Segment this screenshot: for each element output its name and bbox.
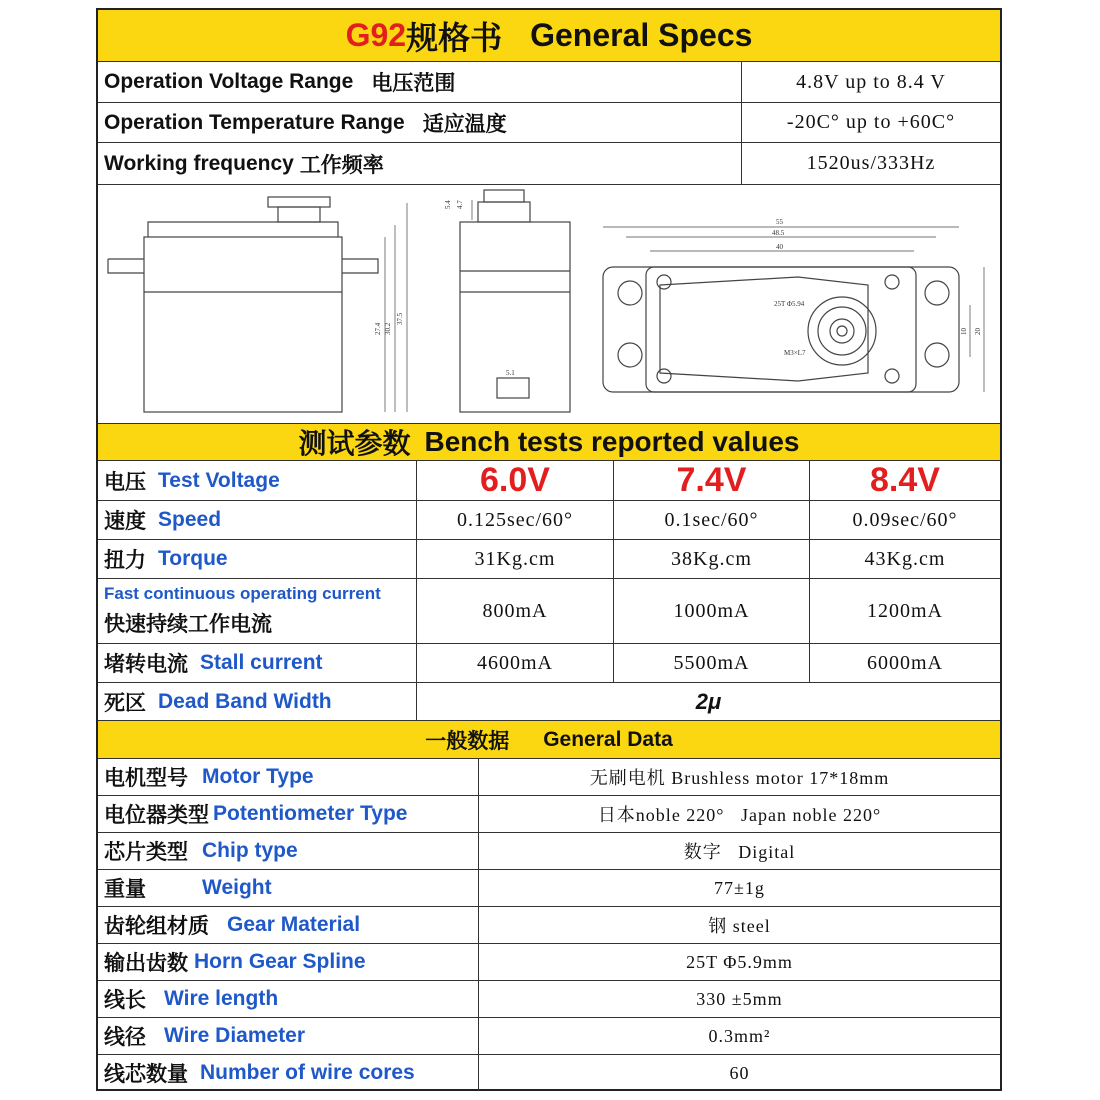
- bench-row-stall-current: [98, 644, 1000, 683]
- general-row-spline: [98, 944, 1000, 981]
- spec-title-bar: [98, 10, 1000, 62]
- bench-value: 43Kg.cm: [809, 540, 1000, 578]
- general-data-title-bar: [98, 721, 1000, 759]
- bench-value: 0.125sec/60°: [416, 501, 613, 539]
- bench-label-cn: 速度: [104, 510, 146, 533]
- bench-voltage-value: 7.4V: [613, 461, 809, 500]
- bench-value: 800mA: [416, 579, 613, 643]
- spec-value: 4.8V up to 8.4 V: [741, 62, 1000, 102]
- general-row-wire-cores: [98, 1055, 1000, 1091]
- general-row-wire-length: [98, 981, 1000, 1018]
- spec-label-en: Operation Voltage Range: [104, 70, 354, 93]
- spec-label-en: Operation Temperature Range: [104, 110, 405, 134]
- top-view: [603, 227, 984, 392]
- bench-row-speed: [98, 501, 1000, 540]
- general-label-en: Chip type: [202, 839, 298, 862]
- bench-title-cn: 测试参数: [298, 428, 411, 459]
- general-label-cn: 线径: [104, 1026, 146, 1049]
- bench-title-en: Bench tests reported values: [424, 426, 800, 457]
- dead-band-value: 2μ: [416, 683, 1000, 720]
- general-row-gear: [98, 907, 1000, 944]
- spec-row-frequency: [98, 143, 1000, 185]
- general-label-en: Number of wire cores: [200, 1061, 415, 1084]
- general-label-en: Weight: [202, 876, 272, 899]
- bench-value: 4600mA: [416, 644, 613, 682]
- title-en: General Specs: [530, 17, 753, 53]
- general-label-en: Wire length: [164, 987, 279, 1010]
- bench-value: 1200mA: [809, 579, 1000, 643]
- general-value: 0.3mm²: [478, 1018, 1000, 1054]
- general-label-en: Motor Type: [202, 765, 314, 788]
- spec-row-temperature: [98, 103, 1000, 143]
- dim-top-1: 55: [776, 218, 783, 226]
- general-data-title-en: General Data: [543, 727, 673, 751]
- general-value: 数字 Digital: [478, 833, 1000, 869]
- general-row-wire-diameter: [98, 1018, 1000, 1055]
- bench-label-cn: 堵转电流: [104, 653, 188, 676]
- dim-top-2: 48.5: [772, 229, 785, 237]
- bench-voltage-value: 8.4V: [809, 461, 1000, 500]
- bench-value: 0.1sec/60°: [613, 501, 809, 539]
- bench-row-dead-band: [98, 683, 1000, 721]
- dim-top-3: 40: [776, 243, 783, 251]
- spec-value: -20C° up to +60C°: [741, 103, 1000, 142]
- side-view: [108, 197, 407, 412]
- general-value: 无刷电机 Brushless motor 17*18mm: [478, 759, 1000, 795]
- spec-label-cn: 适应温度: [422, 112, 507, 136]
- general-row-motor: [98, 759, 1000, 796]
- spec-title: [98, 10, 1000, 61]
- front-view: [460, 190, 570, 412]
- bench-row-torque: [98, 540, 1000, 579]
- dim-screw-label: M3×L7: [784, 349, 806, 357]
- spec-label-en: Working frequency: [104, 151, 294, 175]
- bench-value: 5500mA: [613, 644, 809, 682]
- dim-side-1: 27.4: [374, 322, 382, 335]
- general-row-potentiometer: [98, 796, 1000, 833]
- general-value: 77±1g: [478, 870, 1000, 906]
- spec-row-voltage: [98, 62, 1000, 103]
- bench-label-en: Torque: [158, 547, 228, 570]
- spec-sheet: [96, 8, 1002, 1091]
- bench-value: 6000mA: [809, 644, 1000, 682]
- dim-top-5: 20: [974, 328, 982, 335]
- general-label-cn: 线长: [104, 989, 146, 1012]
- spec-value: 1520us/333Hz: [741, 143, 1000, 184]
- bench-label-en: Test Voltage: [158, 468, 280, 492]
- title-cn: 规格书: [406, 19, 503, 56]
- spec-label-cn: 电压范围: [371, 72, 456, 95]
- general-value: 330 ±5mm: [478, 981, 1000, 1017]
- dim-side-2: 30.2: [384, 322, 392, 335]
- bench-label-cn: 死区: [104, 691, 146, 715]
- general-label-cn: 线芯数量: [104, 1063, 188, 1086]
- servo-drawing: [98, 185, 1000, 422]
- bench-label-cn: 电压: [104, 470, 146, 494]
- dim-top-4: 10: [960, 328, 968, 335]
- general-data-title-cn: 一般数据: [425, 729, 510, 753]
- bench-value: 38Kg.cm: [613, 540, 809, 578]
- dim-spline-label: 25T Φ5.94: [774, 300, 805, 308]
- dim-front-2: 4.7: [456, 200, 464, 209]
- general-value: 日本noble 220° Japan noble 220°: [478, 796, 1000, 832]
- bench-value: 0.09sec/60°: [809, 501, 1000, 539]
- bench-label-en: Fast continuous operating current: [104, 584, 381, 603]
- bench-value: 31Kg.cm: [416, 540, 613, 578]
- dim-side-3: 37.5: [396, 312, 404, 325]
- bench-row-voltage: [98, 461, 1000, 501]
- bench-title-bar: [98, 424, 1000, 461]
- general-label-en: Horn Gear Spline: [194, 950, 366, 973]
- general-label-cn: 电机型号: [104, 767, 188, 790]
- general-row-weight: [98, 870, 1000, 907]
- general-value: 60: [478, 1055, 1000, 1091]
- general-label-cn: 齿轮组材质: [104, 915, 209, 938]
- dim-front-1: 5.4: [444, 200, 452, 209]
- dimension-drawing: [98, 185, 1000, 424]
- general-value: 25T Φ5.9mm: [478, 944, 1000, 980]
- bench-label-en: Dead Band Width: [158, 689, 332, 713]
- bench-label-cn: 快速持续工作电流: [104, 613, 272, 636]
- general-value: 钢 steel: [478, 907, 1000, 943]
- model-name: G92: [345, 17, 407, 53]
- general-label-en: Wire Diameter: [164, 1024, 306, 1047]
- bench-label-en: Stall current: [200, 651, 323, 674]
- general-label-en: Gear Material: [227, 913, 361, 936]
- general-label-cn: 输出齿数: [104, 952, 188, 975]
- bench-label-cn: 扭力: [104, 549, 146, 572]
- bench-label-en: Speed: [158, 508, 222, 531]
- bench-value: 1000mA: [613, 579, 809, 643]
- general-label-cn: 重量: [104, 878, 146, 901]
- general-label-en: Potentiometer Type: [213, 802, 408, 825]
- general-label-cn: 芯片类型: [104, 841, 188, 864]
- bench-row-continuous-current: [98, 579, 1000, 644]
- dim-front-3: 5.1: [506, 369, 515, 377]
- general-row-chip: [98, 833, 1000, 870]
- general-label-cn: 电位器类型: [104, 804, 209, 827]
- spec-label-cn: 工作频率: [299, 153, 384, 177]
- bench-voltage-value: 6.0V: [416, 461, 613, 500]
